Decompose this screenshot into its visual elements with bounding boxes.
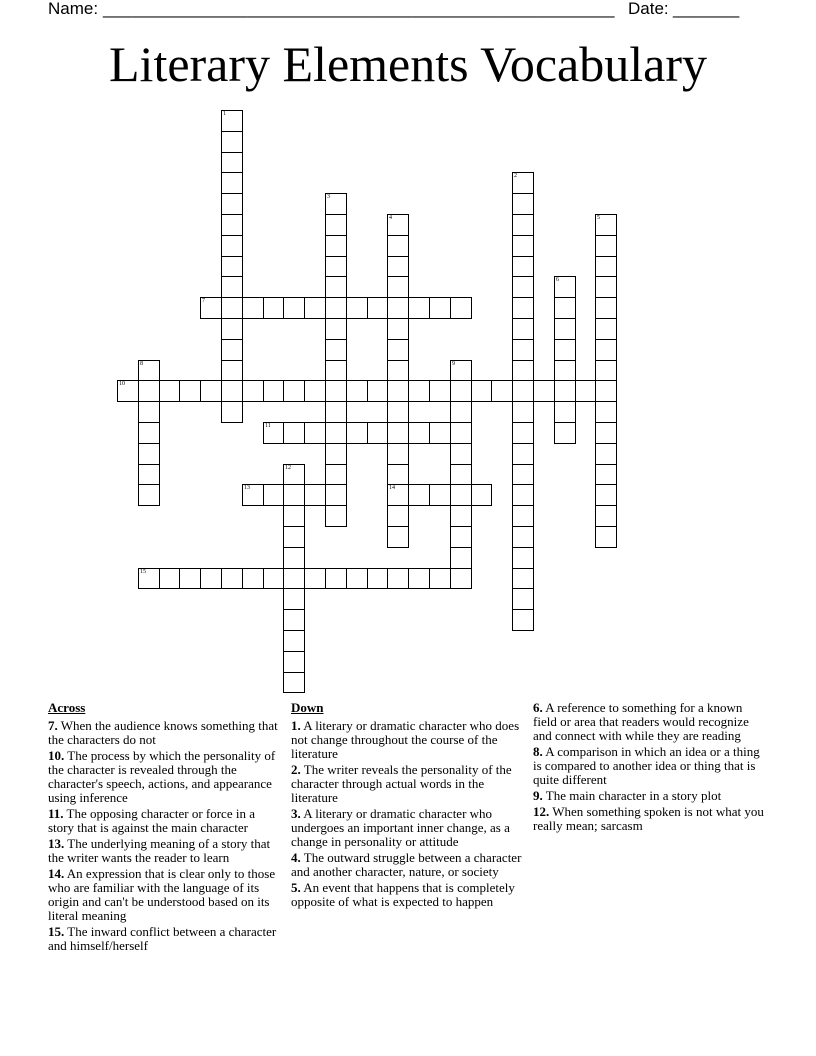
grid-cell[interactable]	[491, 380, 513, 402]
grid-cell[interactable]	[325, 360, 347, 381]
grid-cell[interactable]	[595, 235, 617, 257]
grid-cell[interactable]	[387, 297, 409, 319]
grid-cell[interactable]	[387, 235, 409, 257]
clue-item	[48, 807, 283, 835]
grid-cell[interactable]	[242, 297, 264, 319]
grid-cell[interactable]	[283, 297, 305, 319]
grid-cell[interactable]	[325, 256, 347, 277]
grid-cell[interactable]	[325, 297, 347, 319]
clue-item	[533, 745, 768, 787]
grid-cell[interactable]	[138, 484, 160, 506]
grid-cell[interactable]	[367, 422, 388, 444]
grid-cell[interactable]	[595, 464, 617, 485]
clue-num: 12.	[533, 804, 550, 819]
grid-cell[interactable]	[221, 297, 243, 319]
grid-cell[interactable]	[595, 214, 617, 236]
grid-cell[interactable]	[283, 505, 305, 527]
clue-num: 9.	[533, 788, 543, 803]
grid-cell[interactable]	[554, 360, 576, 381]
clue-number: 15	[140, 569, 146, 575]
grid-cell[interactable]	[325, 464, 347, 485]
clue-item	[48, 837, 283, 865]
grid-cell[interactable]	[450, 422, 472, 444]
grid-cell[interactable]	[554, 401, 576, 423]
grid-cell[interactable]	[179, 568, 201, 589]
grid-cell[interactable]	[179, 380, 201, 402]
name-line[interactable]: _____________________________________________________	[103, 0, 615, 18]
grid-cell[interactable]	[595, 256, 617, 277]
grid-cell[interactable]	[200, 297, 222, 319]
clue-number: 8	[140, 361, 143, 367]
grid-cell[interactable]	[450, 484, 472, 506]
grid-cell[interactable]	[595, 360, 617, 381]
grid-cell[interactable]	[512, 380, 534, 402]
grid-cell[interactable]	[512, 339, 534, 361]
grid-cell[interactable]	[512, 568, 534, 589]
grid-cell[interactable]	[387, 318, 409, 340]
grid-cell[interactable]	[346, 297, 368, 319]
grid-cell[interactable]	[283, 380, 305, 402]
grid-cell[interactable]	[325, 380, 347, 402]
clue-num: 8.	[533, 744, 543, 759]
grid-cell[interactable]	[387, 339, 409, 361]
grid-cell[interactable]	[221, 276, 243, 298]
grid-cell[interactable]	[283, 588, 305, 610]
clue-text: An expression that is clear only to those who are familiar with the language of its origin and can't be understood based on its literal meaning	[48, 866, 276, 923]
date-line[interactable]: _______	[673, 0, 740, 18]
grid-cell[interactable]	[221, 172, 243, 194]
grid-cell[interactable]	[408, 297, 430, 319]
grid-cell[interactable]	[429, 484, 451, 506]
grid-cell[interactable]	[304, 380, 326, 402]
grid-cell[interactable]	[408, 568, 430, 589]
grid-cell[interactable]	[429, 568, 451, 589]
grid-cell[interactable]	[283, 484, 305, 506]
grid-cell[interactable]	[138, 422, 160, 444]
grid-cell[interactable]	[221, 152, 243, 173]
grid-cell[interactable]	[387, 443, 409, 465]
grid-cell[interactable]	[242, 380, 264, 402]
grid-cell[interactable]	[429, 380, 451, 402]
clue-num: 2.	[291, 762, 301, 777]
clue-item	[533, 701, 768, 743]
grid-cell[interactable]	[471, 380, 492, 402]
grid-cell[interactable]	[138, 464, 160, 485]
clue-number: 7	[202, 298, 205, 304]
grid-cell[interactable]	[325, 443, 347, 465]
clue-number: 6	[556, 277, 559, 283]
grid-cell[interactable]	[325, 318, 347, 340]
clue-text: The process by which the personality of the character is revealed through the character's speech, actions, and appearance using inference	[48, 748, 276, 805]
grid-cell[interactable]	[512, 588, 534, 610]
clue-number: 4	[389, 215, 392, 221]
grid-cell[interactable]	[512, 318, 534, 340]
grid-cell[interactable]	[221, 318, 243, 340]
grid-cell[interactable]	[221, 568, 243, 589]
grid-cell[interactable]	[221, 131, 243, 153]
clue-num: 14.	[48, 866, 65, 881]
grid-cell[interactable]	[554, 380, 576, 402]
clue-num: 6.	[533, 700, 543, 715]
clue-item	[533, 789, 768, 803]
grid-cell[interactable]	[387, 276, 409, 298]
grid-cell[interactable]	[387, 526, 409, 548]
clue-item	[48, 749, 283, 805]
clue-text: The writer reveals the personality of the character through actual words in the literature	[291, 762, 512, 805]
grid-cell[interactable]	[283, 672, 305, 693]
clue-text: When something spoken is not what you really mean; sarcasm	[533, 804, 764, 833]
grid-cell[interactable]	[512, 401, 534, 423]
grid-cell[interactable]	[304, 422, 326, 444]
clue-text: A comparison in which an idea or a thing is compared to another idea or thing that is quite different	[533, 744, 760, 787]
grid-cell[interactable]	[512, 484, 534, 506]
grid-cell[interactable]	[263, 380, 284, 402]
grid-cell[interactable]	[595, 443, 617, 465]
grid-cell[interactable]	[367, 568, 388, 589]
clue-text: A reference to something for a known field or area that readers would recognize and connect with while they are reading	[533, 700, 749, 743]
grid-cell[interactable]	[595, 297, 617, 319]
clue-text: The main character in a story plot	[542, 788, 722, 803]
clue-number: 2	[514, 173, 517, 179]
grid-cell[interactable]	[138, 568, 160, 589]
grid-cell[interactable]	[533, 380, 555, 402]
clue-item	[291, 807, 526, 849]
grid-cell[interactable]	[554, 339, 576, 361]
grid-cell[interactable]	[138, 360, 160, 381]
grid-cell[interactable]	[325, 193, 347, 215]
grid-cell[interactable]	[595, 401, 617, 423]
down-heading: Down	[291, 700, 324, 715]
down-clues-col-1	[291, 701, 526, 911]
clue-number: 14	[389, 485, 395, 491]
grid-cell[interactable]	[512, 193, 534, 215]
grid-cell[interactable]	[595, 422, 617, 444]
grid-cell[interactable]	[325, 568, 347, 589]
clue-number: 11	[265, 423, 271, 429]
grid-cell[interactable]	[554, 297, 576, 319]
grid-cell[interactable]	[595, 318, 617, 340]
grid-cell[interactable]	[408, 422, 430, 444]
grid-cell[interactable]	[387, 422, 409, 444]
across-clues	[48, 701, 283, 955]
grid-cell[interactable]	[450, 297, 472, 319]
clue-number: 13	[244, 485, 250, 491]
clue-item	[291, 763, 526, 805]
clue-text: When the audience knows something that the characters do not	[48, 718, 278, 747]
grid-cell[interactable]	[325, 235, 347, 257]
grid-cell[interactable]	[575, 380, 596, 402]
grid-cell[interactable]	[450, 360, 472, 381]
grid-cell[interactable]	[283, 464, 305, 485]
grid-cell[interactable]	[283, 547, 305, 569]
clue-text: A literary or dramatic character who undergoes an important inner change, as a change in personality or attitude	[291, 806, 510, 849]
grid-cell[interactable]	[471, 484, 492, 506]
grid-cell[interactable]	[242, 568, 264, 589]
grid-cell[interactable]	[387, 401, 409, 423]
grid-cell[interactable]	[138, 401, 160, 423]
grid-cell[interactable]	[554, 422, 576, 444]
grid-cell[interactable]	[346, 422, 368, 444]
grid-cell[interactable]	[283, 609, 305, 631]
clue-num: 4.	[291, 850, 301, 865]
clue-num: 10.	[48, 748, 65, 763]
grid-cell[interactable]	[429, 297, 451, 319]
grid-cell[interactable]	[221, 110, 243, 132]
grid-cell[interactable]	[512, 297, 534, 319]
clue-text: The inward conflict between a character and himself/herself	[48, 924, 277, 953]
grid-cell[interactable]	[304, 297, 326, 319]
date-label: Date:	[628, 0, 669, 18]
grid-cell[interactable]	[408, 484, 430, 506]
grid-cell[interactable]	[325, 401, 347, 423]
grid-cell[interactable]	[159, 380, 180, 402]
clue-num: 15.	[48, 924, 65, 939]
grid-cell[interactable]	[512, 464, 534, 485]
grid-cell[interactable]	[138, 443, 160, 465]
grid-cell[interactable]	[242, 484, 264, 506]
grid-cell[interactable]	[387, 464, 409, 485]
grid-cell[interactable]	[512, 505, 534, 527]
grid-cell[interactable]	[325, 505, 347, 527]
grid-cell[interactable]	[512, 422, 534, 444]
grid-cell[interactable]	[221, 380, 243, 402]
clue-num: 13.	[48, 836, 65, 851]
clue-item	[291, 881, 526, 909]
grid-cell[interactable]	[283, 526, 305, 548]
grid-cell[interactable]	[408, 380, 430, 402]
grid-cell[interactable]	[450, 443, 472, 465]
grid-cell[interactable]	[221, 401, 243, 423]
grid-cell[interactable]	[450, 380, 472, 402]
grid-cell[interactable]	[263, 568, 284, 589]
grid-cell[interactable]	[554, 318, 576, 340]
grid-cell[interactable]	[304, 484, 326, 506]
grid-cell[interactable]	[450, 526, 472, 548]
grid-cell[interactable]	[595, 380, 617, 402]
grid-cell[interactable]	[512, 235, 534, 257]
grid-cell[interactable]	[221, 235, 243, 257]
grid-cell[interactable]	[346, 380, 368, 402]
grid-cell[interactable]	[387, 484, 409, 506]
grid-cell[interactable]	[263, 484, 284, 506]
grid-cell[interactable]	[159, 568, 180, 589]
grid-cell[interactable]	[450, 568, 472, 589]
grid-cell[interactable]	[450, 401, 472, 423]
clue-item	[48, 719, 283, 747]
clue-number: 9	[452, 361, 455, 367]
grid-cell[interactable]	[221, 193, 243, 215]
grid-cell[interactable]	[450, 505, 472, 527]
clue-text: The opposing character or force in a story that is against the main character	[48, 806, 255, 835]
clue-number: 3	[327, 194, 330, 200]
grid-cell[interactable]	[512, 547, 534, 569]
grid-cell[interactable]	[595, 339, 617, 361]
clue-item	[48, 867, 283, 923]
clue-num: 5.	[291, 880, 301, 895]
grid-cell[interactable]	[512, 609, 534, 631]
grid-cell[interactable]	[450, 547, 472, 569]
clue-num: 3.	[291, 806, 301, 821]
grid-cell[interactable]	[221, 256, 243, 277]
clue-text: A literary or dramatic character who does not change throughout the course of the literature	[291, 718, 520, 761]
grid-cell[interactable]	[512, 214, 534, 236]
grid-cell[interactable]	[283, 568, 305, 589]
grid-cell[interactable]	[200, 380, 222, 402]
grid-cell[interactable]	[387, 256, 409, 277]
page-title: Literary Elements Vocabulary	[109, 36, 707, 92]
grid-cell[interactable]	[450, 464, 472, 485]
grid-cell[interactable]	[512, 276, 534, 298]
down-clues-col-2	[533, 701, 768, 835]
grid-cell[interactable]	[367, 297, 388, 319]
grid-cell[interactable]	[595, 526, 617, 548]
grid-cell[interactable]	[283, 422, 305, 444]
grid-cell[interactable]	[512, 443, 534, 465]
grid-cell[interactable]	[325, 276, 347, 298]
grid-cell[interactable]	[367, 380, 388, 402]
clue-number: 10	[119, 381, 125, 387]
clue-number: 5	[597, 215, 600, 221]
grid-cell[interactable]	[221, 214, 243, 236]
grid-cell[interactable]	[595, 505, 617, 527]
grid-cell[interactable]	[387, 505, 409, 527]
grid-cell[interactable]	[263, 297, 284, 319]
grid-cell[interactable]	[325, 214, 347, 236]
grid-cell[interactable]	[512, 360, 534, 381]
grid-cell[interactable]	[595, 484, 617, 506]
clue-num: 11.	[48, 806, 64, 821]
clue-item	[533, 805, 768, 833]
grid-cell[interactable]	[221, 360, 243, 381]
grid-cell[interactable]	[512, 256, 534, 277]
grid-cell[interactable]	[283, 630, 305, 652]
name-label: Name:	[48, 0, 99, 18]
grid-cell[interactable]	[554, 276, 576, 298]
grid-cell[interactable]	[595, 276, 617, 298]
clue-text: The underlying meaning of a story that the writer wants the reader to learn	[48, 836, 271, 865]
grid-cell[interactable]	[263, 422, 284, 444]
clue-text: An event that happens that is completely opposite of what is expected to happen	[291, 880, 515, 909]
grid-cell[interactable]	[283, 651, 305, 673]
grid-cell[interactable]	[304, 568, 326, 589]
clue-num: 7.	[48, 718, 58, 733]
grid-cell[interactable]	[387, 568, 409, 589]
grid-cell[interactable]	[117, 380, 139, 402]
across-heading: Across	[48, 700, 86, 715]
grid-cell[interactable]	[325, 422, 347, 444]
grid-cell[interactable]	[429, 422, 451, 444]
grid-cell[interactable]	[221, 339, 243, 361]
grid-cell[interactable]	[200, 568, 222, 589]
clue-text: The outward struggle between a character and another character, nature, or society	[291, 850, 522, 879]
grid-cell[interactable]	[387, 360, 409, 381]
grid-cell[interactable]	[512, 526, 534, 548]
clue-item	[48, 925, 283, 953]
clue-item	[291, 851, 526, 879]
grid-cell[interactable]	[387, 214, 409, 236]
grid-cell[interactable]	[325, 484, 347, 506]
clue-item	[291, 719, 526, 761]
grid-cell[interactable]	[138, 380, 160, 402]
grid-cell[interactable]	[346, 568, 368, 589]
clue-number: 1	[223, 111, 226, 117]
clue-num: 1.	[291, 718, 301, 733]
grid-cell[interactable]	[512, 172, 534, 194]
clue-number: 12	[285, 465, 291, 471]
grid-cell[interactable]	[325, 339, 347, 361]
grid-cell[interactable]	[387, 380, 409, 402]
